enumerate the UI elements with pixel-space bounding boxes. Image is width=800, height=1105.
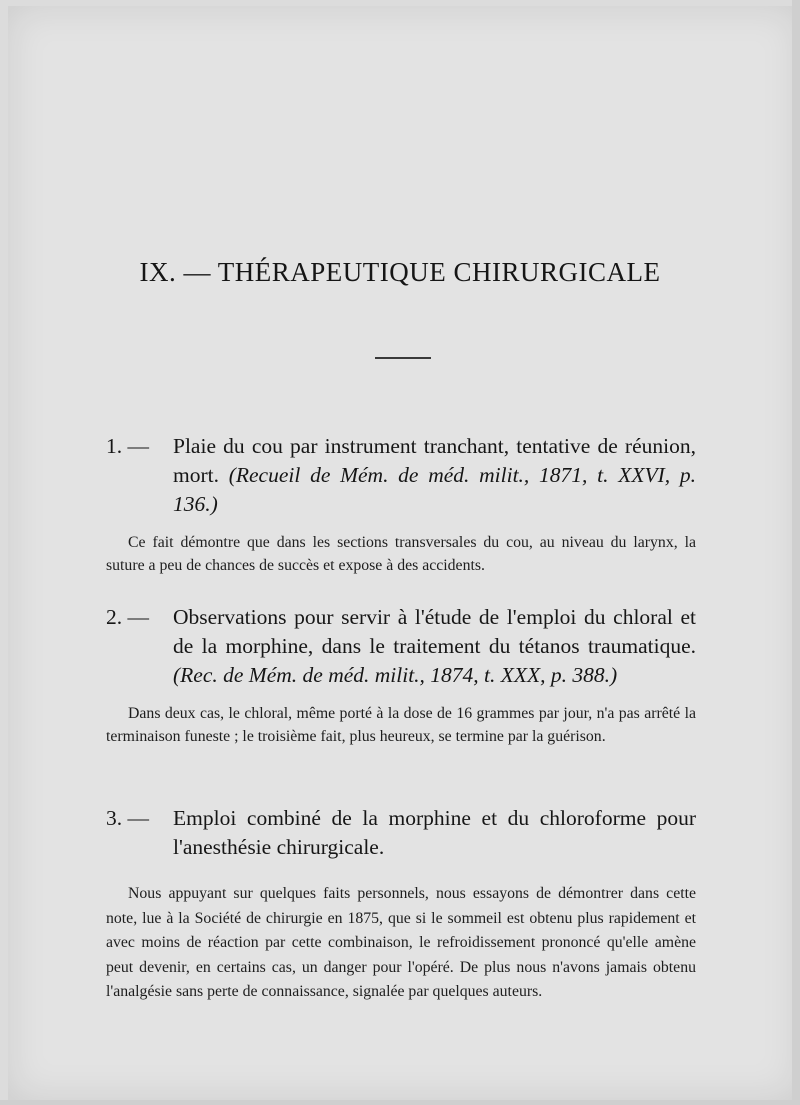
entry-reference: (Recueil de Mém. de méd. milit., 1871, t. XXVI, p. 136.) [173, 463, 696, 516]
entry-number: 3. — [106, 806, 149, 830]
page-edge-bottom [0, 1100, 800, 1105]
section-divider [375, 357, 431, 359]
entry-title: Emploi combiné de la morphine et du chloroforme pour l'anesthésie chirurgicale. [173, 806, 696, 859]
entry-heading [106, 603, 696, 690]
entry-2 [106, 603, 696, 748]
entry-heading [106, 432, 696, 519]
entry-number: 1. — [106, 434, 149, 458]
page-edge-right [792, 0, 800, 1105]
entry-title: Observations pour servir à l'étude de l'emploi du chloral et de la morphine, dans le traitement du tétanos traumatique. [173, 605, 696, 658]
entry-reference: (Rec. de Mém. de méd. milit., 1874, t. XXX, p. 388.) [173, 663, 618, 687]
entry-3 [106, 804, 696, 1005]
entry-1 [106, 432, 696, 577]
entry-description: Dans deux cas, le chloral, même porté à la dose de 16 grammes par jour, n'a pas arrêté la terminaison funeste ; le troisième fait, plus heureux, se termine par la guérison. [106, 705, 696, 745]
section-title: IX. — THÉRAPEUTIQUE CHIRURGICALE [139, 257, 661, 287]
entry-description: Nous appuyant sur quelques faits personnels, nous essayons de démontrer dans cette note, lue à la Société de chirurgie en 1875, que si le sommeil est obtenu plus rapidement et avec moins de réaction par cette combinaison, le refroidissement prononcé qu'elle amène peut devenir, en certains cas, un danger pour l'opéré. De plus nous n'avons jamais obtenu l'analgésie sans perte de connaissance, signalée par quelques auteurs. [106, 885, 696, 1000]
entry-number: 2. — [106, 605, 149, 629]
entry-description: Ce fait démontre que dans les sections transversales du cou, au niveau du larynx, la suture a peu de chances de succès et expose à des accidents. [106, 534, 696, 574]
entry-heading [106, 804, 696, 862]
entry-title: Plaie du cou par instrument tranchant, tentative de réunion, mort. [173, 434, 696, 487]
